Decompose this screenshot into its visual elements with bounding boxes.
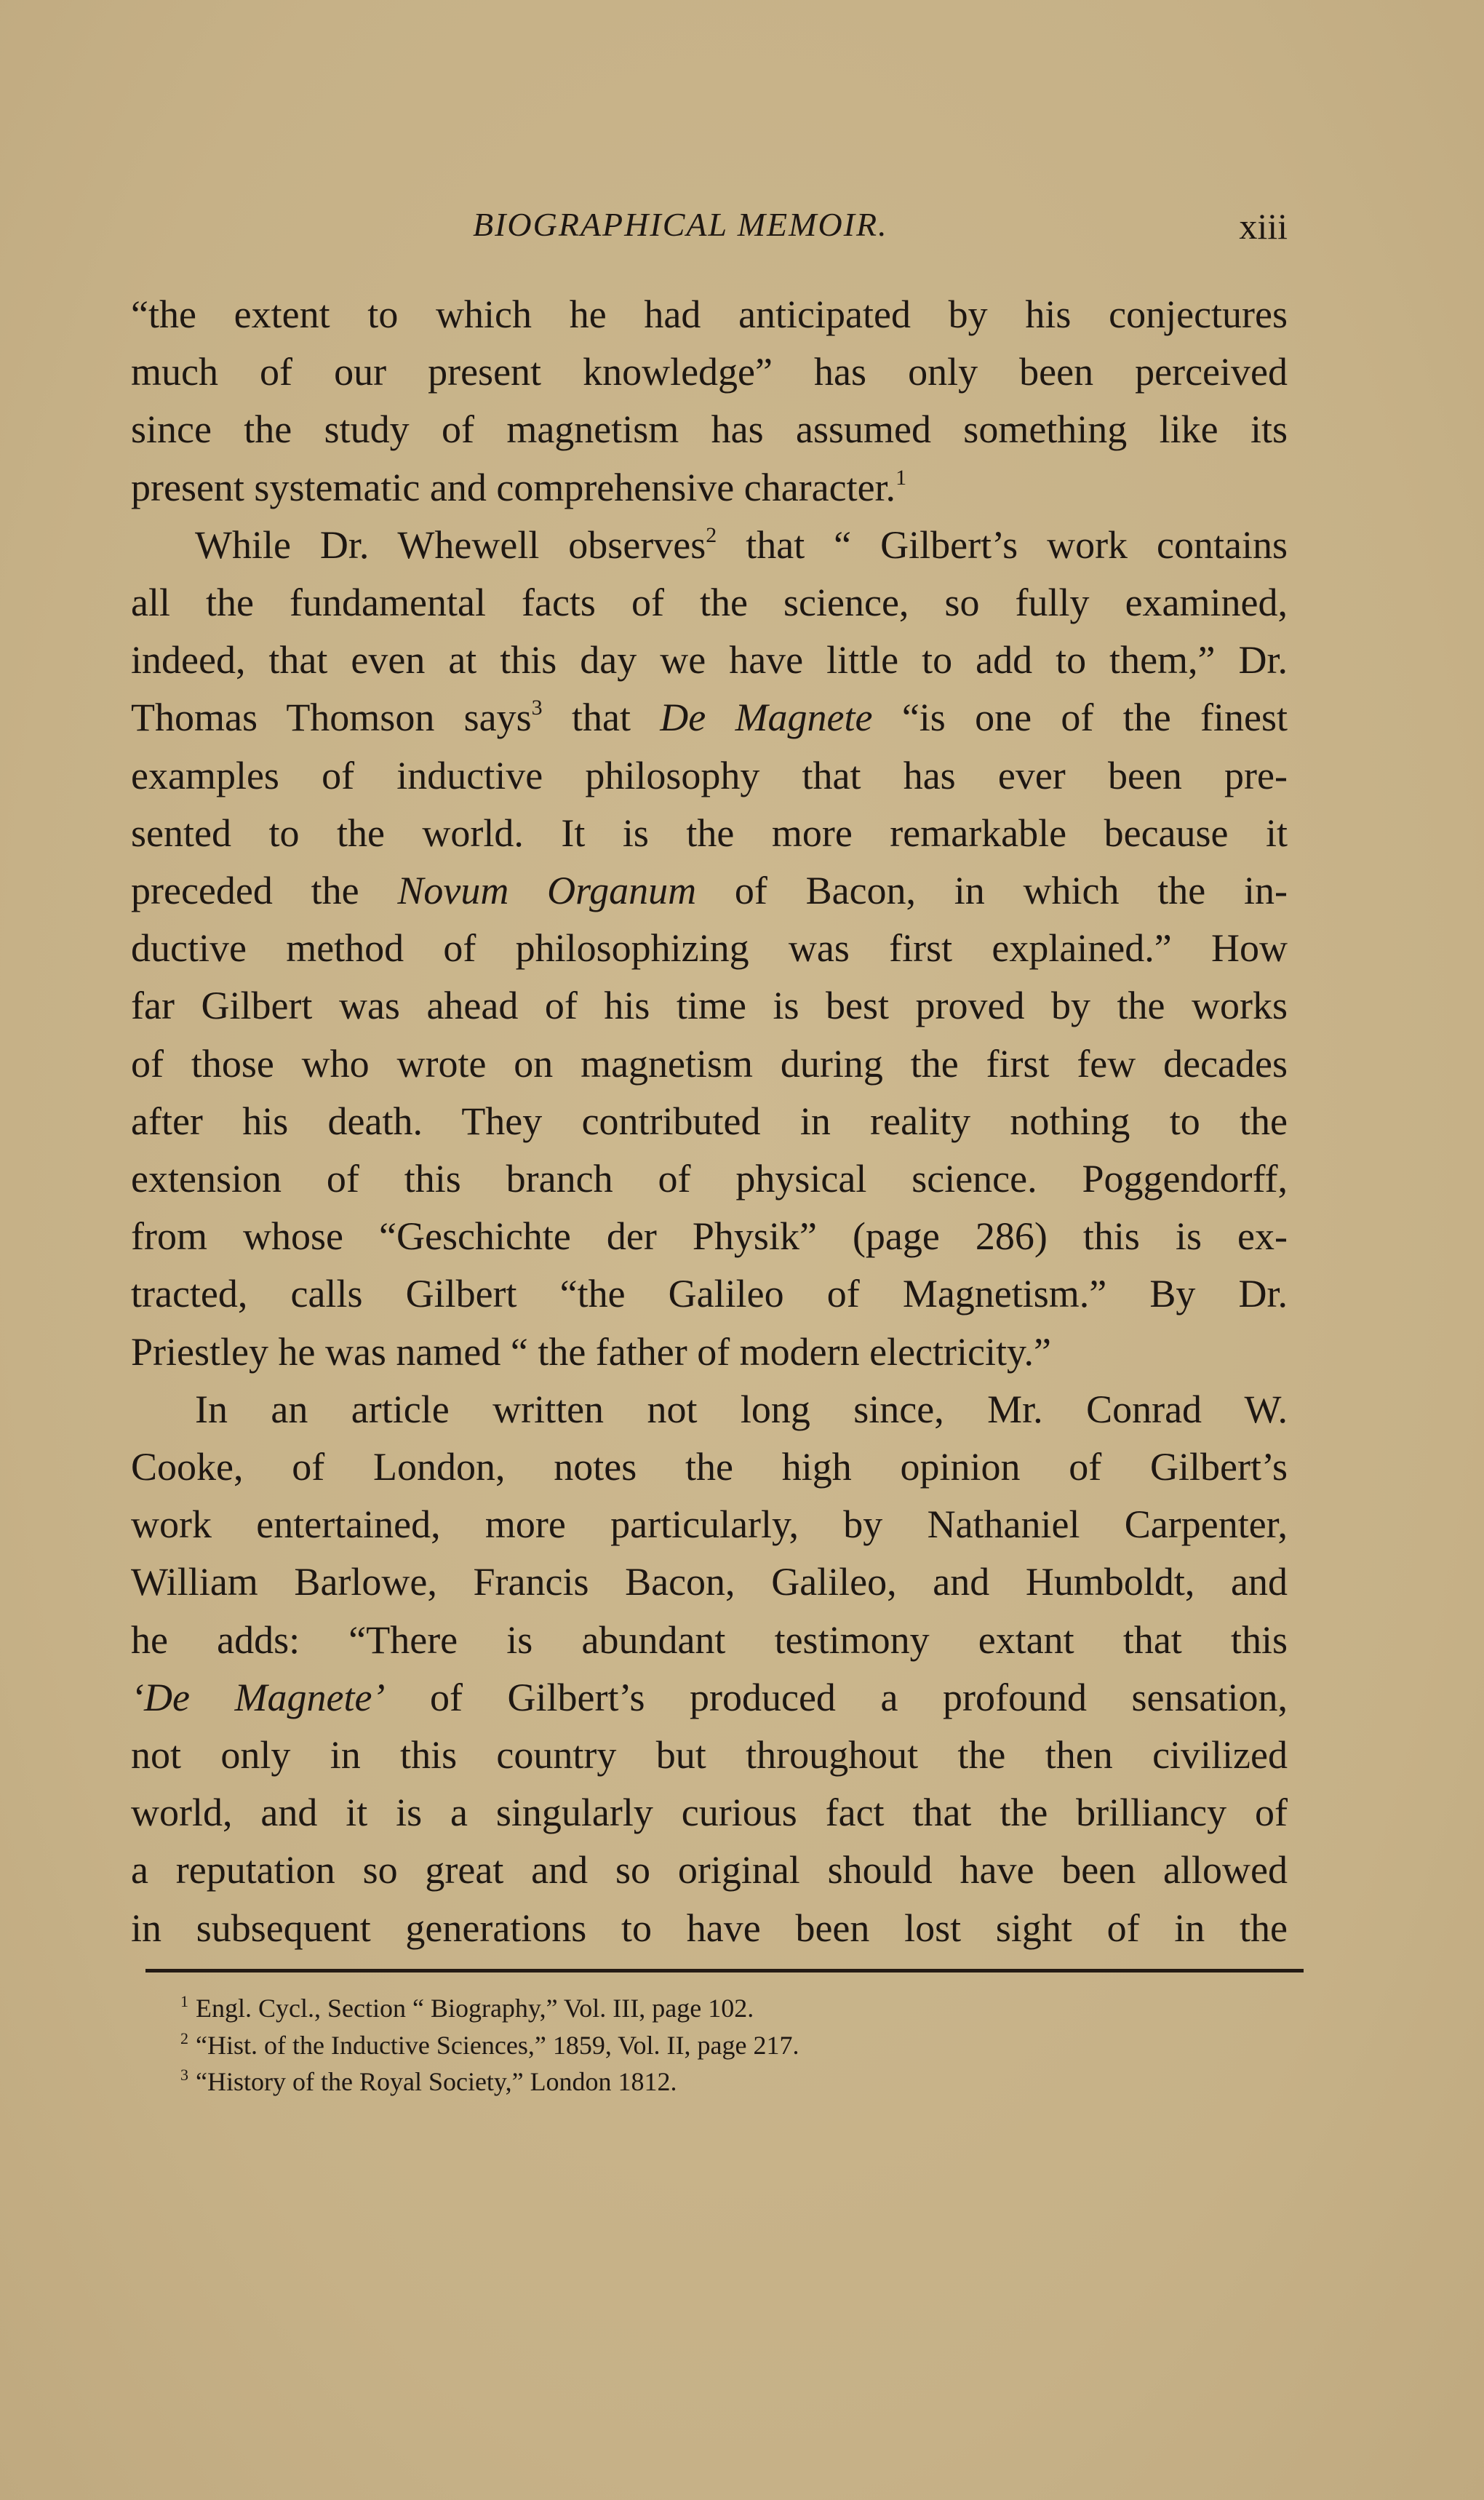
text-segment: Thomas Thomson says	[131, 696, 532, 740]
text-line	[131, 1035, 1288, 1093]
footnotes	[180, 1990, 799, 2101]
text-segment: “is one of the finest	[872, 696, 1288, 740]
text-segment: extension of this branch of physical science. Poggendorff,	[131, 1157, 1288, 1201]
text-line	[131, 1323, 1288, 1381]
text-segment: much of our present knowledge” has only been perceived	[131, 350, 1288, 394]
text-segment: While Dr. Whewell observes	[195, 522, 706, 567]
text-line	[131, 1784, 1288, 1842]
text-segment: of Gilbert’s produced a profound sensation,	[385, 1675, 1288, 1719]
text-segment: that “ Gilbert’s work contains	[717, 522, 1288, 567]
footnote-text: Engl. Cycl., Section “ Biography,” Vol. III, page 102.	[196, 1994, 754, 2023]
text-line	[131, 805, 1288, 862]
text-line	[131, 1496, 1288, 1553]
text-segment: In an article written not long since, Mr. Conrad W.	[195, 1387, 1288, 1431]
text-line	[131, 401, 1288, 458]
text-line	[131, 977, 1288, 1035]
text-segment: that	[542, 696, 661, 740]
text-line	[131, 747, 1288, 805]
text-segment: tracted, calls Gilbert “the Galileo of Magnetism.” By Dr.	[131, 1272, 1288, 1316]
text-line	[131, 862, 1288, 920]
italic-title: De Magnete	[660, 696, 873, 740]
text-segment: from whose “Geschichte der Physik” (page 286) this is ex-	[131, 1214, 1288, 1259]
text-segment: world, and it is a singularly curious fact that the brilliancy of	[131, 1791, 1288, 1835]
text-line	[131, 1093, 1288, 1150]
text-line	[131, 286, 1288, 343]
footnote-divider	[145, 1969, 1304, 1972]
body-text	[131, 286, 1288, 1957]
text-segment: after his death. They contributed in reality nothing to the	[131, 1099, 1288, 1143]
footnote	[180, 1990, 799, 2027]
text-line	[131, 920, 1288, 977]
footnote-mark: 1	[180, 1992, 188, 2010]
text-segment: since the study of magnetism has assumed something like its	[131, 407, 1288, 452]
text-segment: far Gilbert was ahead of his time is best proved by the works	[131, 984, 1288, 1028]
text-line	[131, 1612, 1288, 1669]
text-segment: “the extent to which he had anticipated by his conjectures	[131, 292, 1288, 336]
running-title: BIOGRAPHICAL MEMOIR.	[473, 206, 888, 243]
page-number: xiii	[1239, 206, 1288, 247]
text-segment: Cooke, of London, notes the high opinion of Gilbert’s	[131, 1445, 1288, 1489]
text-line	[131, 1438, 1288, 1496]
text-line	[131, 632, 1288, 689]
text-segment: in subsequent generations to have been lost sight of in the	[131, 1906, 1288, 1950]
footnote-mark: 2	[180, 2029, 188, 2047]
text-segment: William Barlowe, Francis Bacon, Galileo, and Humboldt, and	[131, 1560, 1288, 1604]
text-line	[131, 1900, 1288, 1957]
footnote	[180, 2027, 799, 2064]
text-line	[131, 1553, 1288, 1611]
text-segment: ductive method of philosophizing was first explained.” How	[131, 926, 1288, 971]
italic-title: Novum Organum	[397, 869, 697, 913]
text-line	[131, 574, 1288, 632]
text-segment: present systematic and comprehensive character.	[131, 465, 896, 509]
text-segment: a reputation so great and so original should have been allowed	[131, 1848, 1288, 1892]
text-segment: of Bacon, in which the in-	[696, 869, 1288, 913]
text-line	[131, 689, 1288, 747]
text-line	[131, 1727, 1288, 1784]
italic-title: ‘De Magnete’	[131, 1675, 386, 1719]
text-line	[131, 459, 1288, 517]
text-segment: preceded the	[131, 869, 398, 913]
footnote	[180, 2063, 799, 2101]
text-line	[131, 1842, 1288, 1899]
text-segment: sented to the world. It is the more remarkable because it	[131, 811, 1288, 855]
text-line	[131, 343, 1288, 401]
footnote-mark: 3	[180, 2066, 188, 2084]
text-line	[131, 1150, 1288, 1208]
text-segment: Priestley he was named “ the father of modern electricity.”	[131, 1329, 1051, 1374]
footnote-text: “Hist. of the Inductive Sciences,” 1859, Vol. II, page 217.	[196, 2030, 799, 2060]
text-line	[131, 1208, 1288, 1265]
text-segment: of those who wrote on magnetism during the first few decades	[131, 1041, 1288, 1086]
footnote-reference: 2	[706, 522, 717, 547]
text-segment: examples of inductive philosophy that has ever been pre-	[131, 753, 1288, 797]
text-segment: he adds: “There is abundant testimony extant that this	[131, 1617, 1288, 1662]
text-segment: not only in this country but throughout the then civilized	[131, 1733, 1288, 1778]
text-segment: indeed, that even at this day we have little to add to them,” Dr.	[131, 638, 1288, 682]
text-line	[131, 1381, 1288, 1438]
footnote-reference: 1	[895, 465, 907, 490]
footnote-reference: 3	[531, 696, 543, 720]
running-header	[131, 205, 1288, 249]
text-line	[131, 1265, 1288, 1323]
text-segment: all the fundamental facts of the science, so fully examined,	[131, 581, 1288, 625]
footnote-text: “History of the Royal Society,” London 1812.	[196, 2067, 677, 2096]
text-segment: work entertained, more particularly, by Nathaniel Carpenter,	[131, 1502, 1288, 1547]
text-line	[131, 517, 1288, 574]
text-line	[131, 1669, 1288, 1727]
